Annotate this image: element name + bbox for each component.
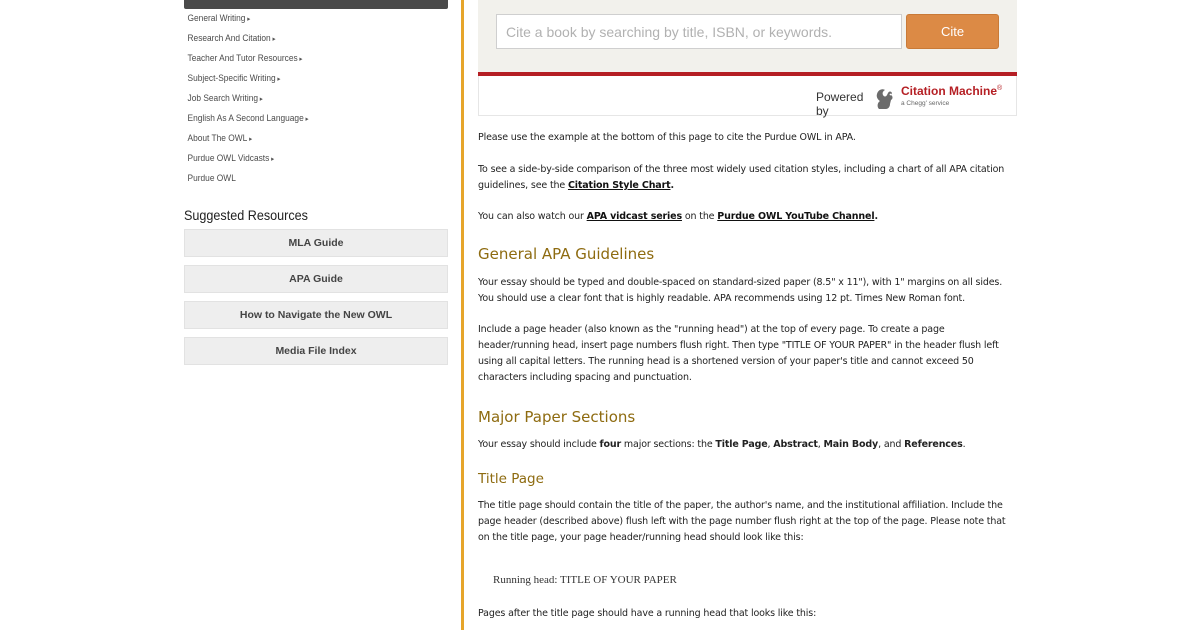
general-paragraph-2: Include a page header (also known as the "running head") at the top of every page. To create a page header/running head, insert page numbers flush right. Then type "TITLE OF YOUR PAPER" in the header flush left using all capital letters. The running head is a shortened version of your paper's title and cannot exceed 50 characters including spacing and punctuation.: [478, 324, 999, 383]
section-abstract: Abstract: [773, 439, 818, 450]
comparison-paragraph: [478, 162, 1018, 194]
caret-right-icon: ▸: [277, 76, 281, 83]
youtube-channel-link[interactable]: Purdue OWL YouTube Channel: [717, 211, 875, 222]
separator: , and: [878, 439, 905, 450]
caret-right-icon: ▸: [259, 96, 263, 103]
squirrel-logo-icon: [873, 85, 895, 111]
sidebar-nav: [184, 13, 448, 193]
citation-search-area: [478, 0, 1017, 72]
section-title-page: Title Page: [715, 439, 768, 450]
media-file-index-button[interactable]: Media File Index: [184, 337, 448, 365]
caret-right-icon: ▸: [271, 156, 275, 163]
sidebar-item-label: About The OWL: [187, 133, 248, 144]
sidebar-item-label: Purdue OWL: [187, 173, 236, 184]
left-sidebar: [184, 0, 448, 365]
major-text: major sections: the: [621, 439, 716, 450]
sidebar-item-job-search-writing[interactable]: [184, 93, 416, 113]
navigate-owl-button[interactable]: How to Navigate the New OWL: [184, 301, 448, 329]
sidebar-item-label: Research And Citation: [187, 33, 271, 44]
sidebar-item-purdue-owl-vidcasts[interactable]: [184, 153, 416, 173]
period: .: [874, 211, 878, 222]
apa-vidcast-link[interactable]: APA vidcast series: [586, 211, 682, 222]
mla-guide-button[interactable]: MLA Guide: [184, 229, 448, 257]
citation-style-chart-link[interactable]: Citation Style Chart: [567, 180, 671, 191]
title-page-heading: Title Page: [478, 471, 544, 487]
vidcast-text: on the: [681, 211, 718, 222]
major-sections-heading: Major Paper Sections: [478, 408, 636, 426]
sidebar-item-research-and-citation[interactable]: [184, 33, 416, 53]
caret-right-icon: ▸: [305, 116, 309, 123]
major-text: Your essay should include: [478, 439, 600, 450]
citation-widget: [478, 0, 1017, 116]
powered-by-bar: [478, 76, 1017, 116]
intro-paragraph: Please use the example at the bottom of this page to cite the Purdue OWL in APA.: [478, 132, 856, 143]
citation-search-input[interactable]: [496, 14, 902, 49]
section-main-body: Main Body: [823, 439, 879, 450]
brand-tagline: a Chegg' service: [901, 100, 950, 107]
title-page-paragraph: The title page should contain the title of the paper, the author's name, and the institutional affiliation. Include the page header (described above) flush left with the page number flush right at the top of the page. Please note that on the title page, your page header/running head should look like this:: [478, 500, 1006, 543]
sidebar-item-label: Purdue OWL Vidcasts: [187, 153, 270, 164]
vidcast-text: You can also watch our: [478, 211, 587, 222]
sidebar-item-label: Job Search Writing: [187, 93, 259, 104]
sidebar-item-label: Subject-Specific Writing: [187, 73, 276, 84]
running-head-example: Running head: TITLE OF YOUR PAPER: [493, 574, 677, 586]
apa-guide-button[interactable]: APA Guide: [184, 265, 448, 293]
suggested-resources-heading: Suggested Resources: [184, 207, 308, 223]
caret-right-icon: ▸: [249, 136, 253, 143]
cite-button[interactable]: Cite: [906, 14, 999, 49]
registered-mark: ®: [997, 85, 1003, 92]
separator: ,: [817, 439, 824, 450]
sidebar-item-teacher-and-tutor-resources[interactable]: [184, 53, 416, 73]
sidebar-top-bar: [184, 0, 448, 9]
caret-right-icon: ▸: [247, 16, 251, 23]
emphasis-four: four: [599, 439, 622, 450]
general-paragraph-1: Your essay should be typed and double-spaced on standard-sized paper (8.5" x 11"), with 1" margins on all sides. You should use a clear font that is highly readable. APA recommends using 12 pt. Times New Roman font.: [478, 277, 1003, 304]
sidebar-item-about-the-owl[interactable]: [184, 133, 416, 153]
major-sections-paragraph: [478, 437, 1018, 453]
general-guidelines-heading: General APA Guidelines: [478, 245, 655, 263]
vidcast-paragraph: [478, 209, 1018, 225]
article-content: [478, 130, 1018, 622]
sidebar-item-general-writing[interactable]: [184, 13, 416, 33]
sidebar-item-label: Teacher And Tutor Resources: [187, 53, 298, 64]
after-title-paragraph: Pages after the title page should have a running head that looks like this:: [478, 608, 817, 619]
period: .: [670, 180, 674, 191]
separator: ,: [767, 439, 774, 450]
column-divider: [461, 0, 464, 630]
citation-machine-logo[interactable]: [901, 84, 1002, 98]
sidebar-item-subject-specific-writing[interactable]: [184, 73, 416, 93]
sidebar-item-purdue-owl[interactable]: [184, 173, 416, 193]
powered-by-label: Powered by: [816, 90, 864, 118]
sidebar-item-english-as-a-second-language[interactable]: [184, 113, 416, 133]
period: .: [962, 439, 966, 450]
caret-right-icon: ▸: [272, 36, 276, 43]
sidebar-item-label: English As A Second Language: [187, 113, 304, 124]
sidebar-item-label: General Writing: [187, 13, 246, 24]
section-references: References: [904, 439, 963, 450]
caret-right-icon: ▸: [299, 56, 303, 63]
comparison-text: To see a side-by-side comparison of the three most widely used citation styles, including a chart of all APA citation guidelines, see the: [478, 164, 1005, 191]
brand-name: Citation Machine: [901, 84, 998, 98]
